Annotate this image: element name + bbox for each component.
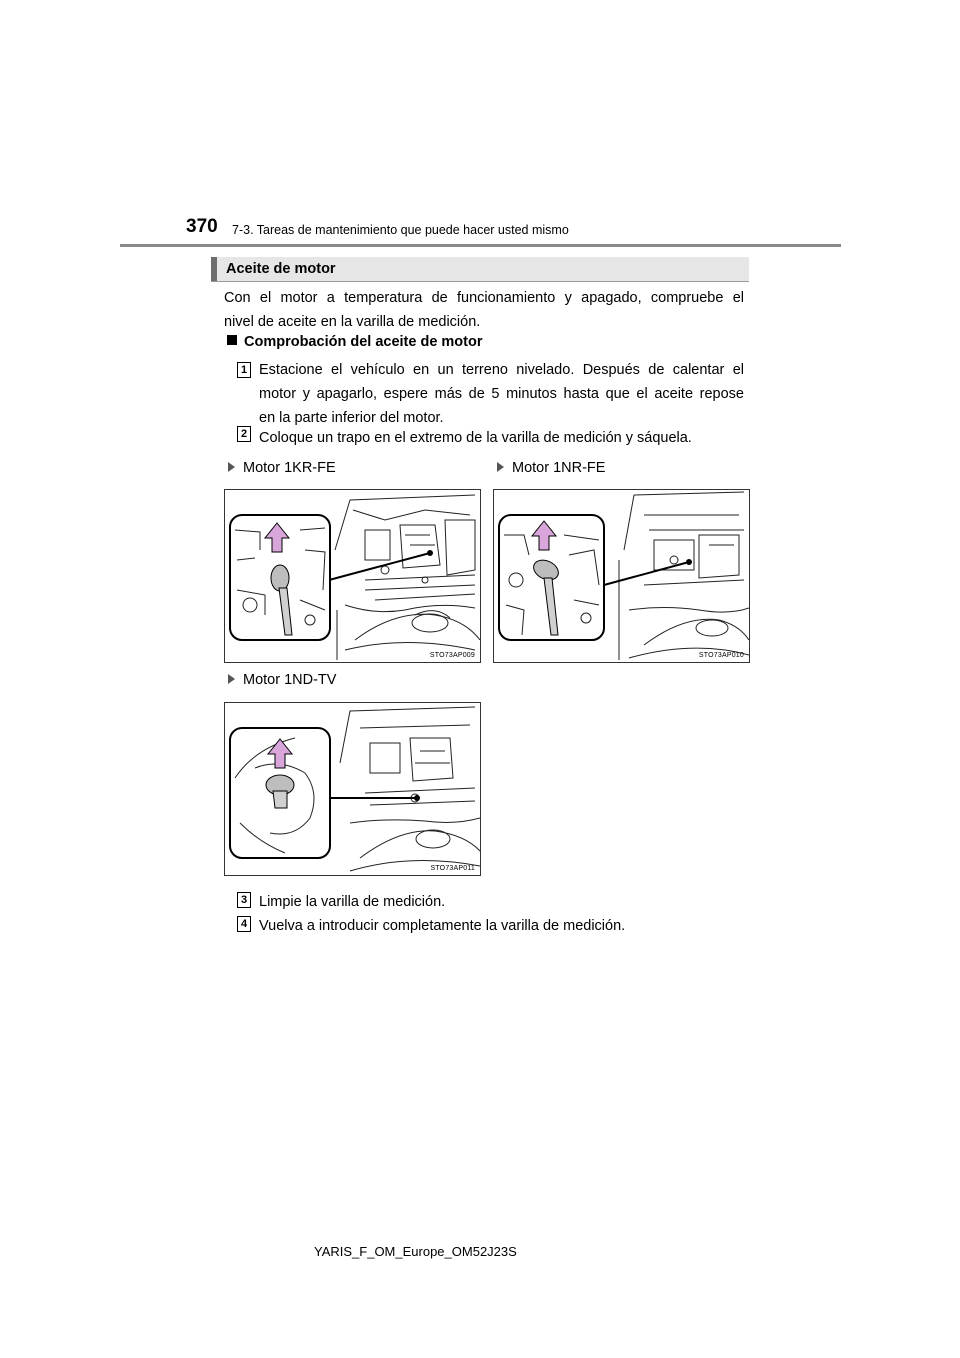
step-badge-1: 1: [237, 362, 251, 378]
engine-illustration-1nr: [494, 490, 750, 663]
section-header: [211, 257, 749, 282]
figure-label-1kr: [228, 460, 336, 476]
step-badge-4: 4: [237, 916, 251, 932]
step-3-text: Limpie la varilla de medición.: [259, 894, 446, 910]
triangle-bullet-icon: [497, 462, 504, 472]
figure-code-1nd: STO73AP011: [430, 865, 475, 872]
subheading: [227, 334, 483, 350]
square-bullet-icon: [227, 335, 237, 345]
figure-label-1nd: [228, 672, 336, 688]
step-1-line-3: en la parte inferior del motor.: [259, 410, 444, 426]
figure-1kr-fe: [224, 489, 481, 663]
header-divider: [120, 244, 841, 247]
triangle-bullet-icon: [228, 674, 235, 684]
triangle-bullet-icon: [228, 462, 235, 472]
engine-illustration-1nd: [225, 703, 481, 876]
figure-code-1nr: STO73AP010: [698, 652, 744, 659]
step-1-text: [259, 358, 744, 430]
figure-label-1nd-text: Motor 1ND-TV: [243, 672, 337, 688]
figure-code-1kr: STO73AP009: [429, 652, 475, 659]
figure-1nd-tv: [224, 702, 481, 876]
engine-illustration-1kr: [225, 490, 481, 663]
figure-label-1kr-text: Motor 1KR-FE: [243, 460, 336, 476]
section-accent: [211, 257, 217, 281]
figure-1nr-fe: [493, 489, 750, 663]
step-4-text: Vuelva a introducir completamente la varilla de medición.: [259, 918, 626, 934]
step-2-text: Coloque un trapo en el extremo de la varilla de medición y sáquela.: [259, 430, 692, 446]
subheading-text: Comprobación del aceite de motor: [244, 334, 483, 350]
step-1-line-2: motor y apagarlo, espere más de 5 minutos hasta que el aceite repose: [259, 386, 744, 402]
intro-line-1: Con el motor a temperatura de funcionamiento y apagado, compruebe el: [224, 290, 744, 306]
step-badge-3: 3: [237, 892, 251, 908]
figure-label-1nr: [497, 460, 605, 476]
intro-line-2: nivel de aceite en la varilla de medición.: [224, 314, 481, 330]
page-number: 370: [186, 216, 218, 237]
chapter-title: 7-3. Tareas de mantenimiento que puede hacer usted mismo: [232, 223, 569, 237]
figure-label-1nr-text: Motor 1NR-FE: [512, 460, 606, 476]
step-badge-2: 2: [237, 426, 251, 442]
section-title: Aceite de motor: [226, 261, 336, 277]
document-footer: YARIS_F_OM_Europe_OM52J23S: [314, 1244, 517, 1259]
step-1-line-1: Estacione el vehículo en un terreno nivelado. Después de calentar el: [259, 362, 744, 378]
intro-paragraph: [224, 286, 744, 334]
